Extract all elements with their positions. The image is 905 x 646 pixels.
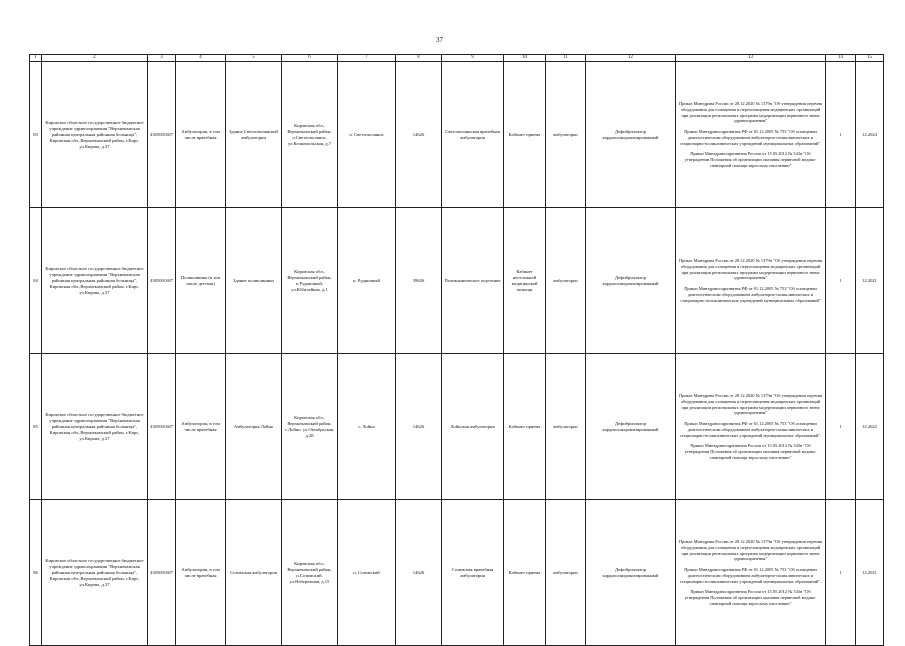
quantity-cell: 1 — [826, 500, 856, 646]
column-header: 3 — [148, 55, 176, 62]
care-type-cell: амбулаторно — [546, 500, 586, 646]
table-row — [30, 354, 884, 500]
column-header: 8 — [396, 55, 442, 62]
equipment-cell: Дефибриллятор кардиосинхронизированный — [586, 500, 676, 646]
date-cell: 12.2021 — [856, 208, 884, 354]
facility-type-cell: Амбулатория, в том числе врачебная — [176, 500, 226, 646]
inn-cell: 4305001687 — [148, 354, 176, 500]
organization-cell: Кировское областное государственное бюджетное учреждение здравоохранения "Верхнекамская районная центральная районная больница", Кировская обл.,Верхнекамский район, г.Кирс, ул.Кирова, д.37 — [42, 354, 148, 500]
equipment-cell: Дефибриллятор кардиосинхронизированный — [586, 354, 676, 500]
column-header: 15 — [856, 55, 884, 62]
equipment-cell: Дефибриллятор кардиосинхронизированный — [586, 62, 676, 208]
column-header: 6 — [282, 55, 338, 62]
inn-cell: 4305001687 — [148, 208, 176, 354]
table-row — [30, 500, 884, 646]
address-cell: Кировская обл., Верхнекамский район, п.Рудничный, ул.Юбилейная, д.1 — [282, 208, 338, 354]
column-header: 7 — [338, 55, 396, 62]
column-header: 9 — [442, 55, 504, 62]
legal-act: Приказ Минздравсоцразвития РФ от 01.12.2005 № 753 "Об оснащении диагностическим оборудованием амбулаторно-поликлинических и стационарно-поликлинических учреждений муниципальных образований". — [679, 421, 822, 438]
address-cell: Кировская обл., Верхнекамский район, с.Лойно, ул.Октябрьская, д.28 — [282, 354, 338, 500]
legal-act: Приказ Минздрава России от 28.12.2020 № 1379н "Об утверждении перечня оборудования для оснащения и переоснащения медицинских организаций при реализации региональных программ модернизации первичного звена здравоохранения" — [679, 393, 822, 416]
department-cell: Поликлиническое отделение — [442, 208, 504, 354]
page-number: 37 — [436, 36, 443, 44]
legal-acts-cell — [676, 62, 826, 208]
column-number-row — [30, 55, 884, 62]
care-type-cell: амбулаторно — [546, 208, 586, 354]
column-header: 13 — [676, 55, 826, 62]
column-header: 5 — [226, 55, 282, 62]
legal-act: Приказ Минздрава России от 28.12.2020 № 1379н "Об утверждении перечня оборудования для оснащения и переоснащения медицинских организаций при реализации региональных программ модернизации первичного звена здравоохранения" — [679, 258, 822, 281]
building-cell: Амбулатория Лойно — [226, 354, 282, 500]
row-number: 86 — [30, 500, 42, 646]
code-cell: 14626 — [396, 354, 442, 500]
equipment-register-table — [29, 54, 884, 646]
row-number: 85 — [30, 354, 42, 500]
quantity-cell: 1 — [826, 62, 856, 208]
legal-act: Приказ Минздравсоцразвития России от 15.05.2012 № 543н "Об утверждении Положения об организации оказания первичной медико-санитарной помощи взрослому населению" — [684, 589, 817, 606]
legal-acts-cell — [676, 354, 826, 500]
room-cell: Кабинет неотложной медицинской помощи — [504, 208, 546, 354]
room-cell: Кабинет приема — [504, 62, 546, 208]
row-number: 83 — [30, 62, 42, 208]
column-header: 12 — [586, 55, 676, 62]
equipment-cell: Дефибриллятор кардиосинхронизированный — [586, 208, 676, 354]
organization-cell: Кировское областное государственное бюджетное учреждение здравоохранения "Верхнекамская районная центральная районная больница", Кировская обл.,Верхнекамский район, г.Кирс, ул.Кирова, д.37 — [42, 500, 148, 646]
legal-act: Приказ Минздравсоцразвития РФ от 01.12.2005 № 753 "Об оснащении диагностическим оборудованием амбулаторно-поликлинических и стационарно-поликлинических учреждений муниципальных образований". — [679, 129, 822, 146]
legal-act: Приказ Минздравсоцразвития России от 15.05.2012 № 543н "Об утверждении Положения об организации оказания первичной медико-санитарной помощи взрослому населению" — [684, 443, 817, 460]
legal-act: Приказ Минздравсоцразвития России от 15.05.2012 № 543н "Об утверждении Положения об организации оказания первичной медико-санитарной помощи взрослому населению" — [684, 151, 817, 168]
organization-cell: Кировское областное государственное бюджетное учреждение здравоохранения "Верхнекамская районная центральная районная больница", Кировская обл.,Верхнекамский район, г.Кирс, ул.Кирова, д.37 — [42, 62, 148, 208]
code-cell: 14626 — [396, 62, 442, 208]
legal-act: Приказ Минздравсоцразвития РФ от 01.12.2005 № 753 "Об оснащении диагностическим оборудованием амбулаторно-поликлинических и стационарно-поликлинических учреждений муниципальных образований" — [680, 286, 821, 303]
settlement-cell: п. Рудничный — [338, 208, 396, 354]
row-number: 84 — [30, 208, 42, 354]
settlement-cell: п. Созимский — [338, 500, 396, 646]
room-cell: Кабинет приема — [504, 354, 546, 500]
address-cell: Кировская обл., Верхнекамский район, п.Светлополянск, ул.Кочкомольская, д.7 — [282, 62, 338, 208]
date-cell: 12.2021 — [856, 500, 884, 646]
column-header: 11 — [546, 55, 586, 62]
quantity-cell: 1 — [826, 354, 856, 500]
address-cell: Кировская обл., Верхнекамский район, п.Созимский, ул.Набережная, д.15 — [282, 500, 338, 646]
organization-cell: Кировское областное государственное бюджетное учреждение здравоохранения "Верхнекамская районная центральная районная больница", Кировская обл.,Верхнекамский район, г.Кирс, ул.Кирова, д.37 — [42, 208, 148, 354]
date-cell: 12.2024 — [856, 62, 884, 208]
legal-act: Приказ Минздрава России от 28.12.2020 № 1379н "Об утверждении перечня оборудования для оснащения и переоснащения медицинских организаций при реализации региональных программ модернизации первичного звена здравоохранения" — [679, 101, 822, 124]
care-type-cell: амбулаторно — [546, 354, 586, 500]
legal-act: Приказ Минздравсоцразвития РФ от 01.12.2005 № 753 "Об оснащении диагностическим оборудованием амбулаторно-поликлинических и стационарно-поликлинических учреждений муниципальных образований". — [679, 567, 822, 584]
facility-type-cell: Поликлиника (в том числе детская) — [176, 208, 226, 354]
column-header: 1 — [30, 55, 42, 62]
building-cell: Здание Светлополянской амбулатории — [226, 62, 282, 208]
table-row — [30, 208, 884, 354]
code-cell: 39626 — [396, 208, 442, 354]
inn-cell: 4305001687 — [148, 500, 176, 646]
column-header: 10 — [504, 55, 546, 62]
settlement-cell: с. Лойно — [338, 354, 396, 500]
column-header: 2 — [42, 55, 148, 62]
inn-cell: 4305001687 — [148, 62, 176, 208]
column-header: 14 — [826, 55, 856, 62]
code-cell: 14626 — [396, 500, 442, 646]
department-cell: Созимская врачебная амбулатория — [442, 500, 504, 646]
legal-acts-cell — [676, 500, 826, 646]
date-cell: 12.2022 — [856, 354, 884, 500]
facility-type-cell: Амбулатория, в том числе врачебная — [176, 354, 226, 500]
building-cell: Здание поликлиники — [226, 208, 282, 354]
department-cell: Лойнская амбулатория — [442, 354, 504, 500]
legal-acts-cell — [676, 208, 826, 354]
building-cell: Созимская амбулатория — [226, 500, 282, 646]
facility-type-cell: Амбулатория, в том числе врачебная — [176, 62, 226, 208]
legal-act: Приказ Минздрава России от 28.12.2020 № 1379н "Об утверждении перечня оборудования для оснащения и переоснащения медицинских организаций при реализации региональных программ модернизации первичного звена здравоохранения" — [679, 539, 822, 562]
department-cell: Светлополянская врачебная амбулатория — [442, 62, 504, 208]
column-header: 4 — [176, 55, 226, 62]
care-type-cell: амбулаторно — [546, 62, 586, 208]
quantity-cell: 1 — [826, 208, 856, 354]
table-row — [30, 62, 884, 208]
room-cell: Кабинет приема — [504, 500, 546, 646]
settlement-cell: п. Светлополянск — [338, 62, 396, 208]
